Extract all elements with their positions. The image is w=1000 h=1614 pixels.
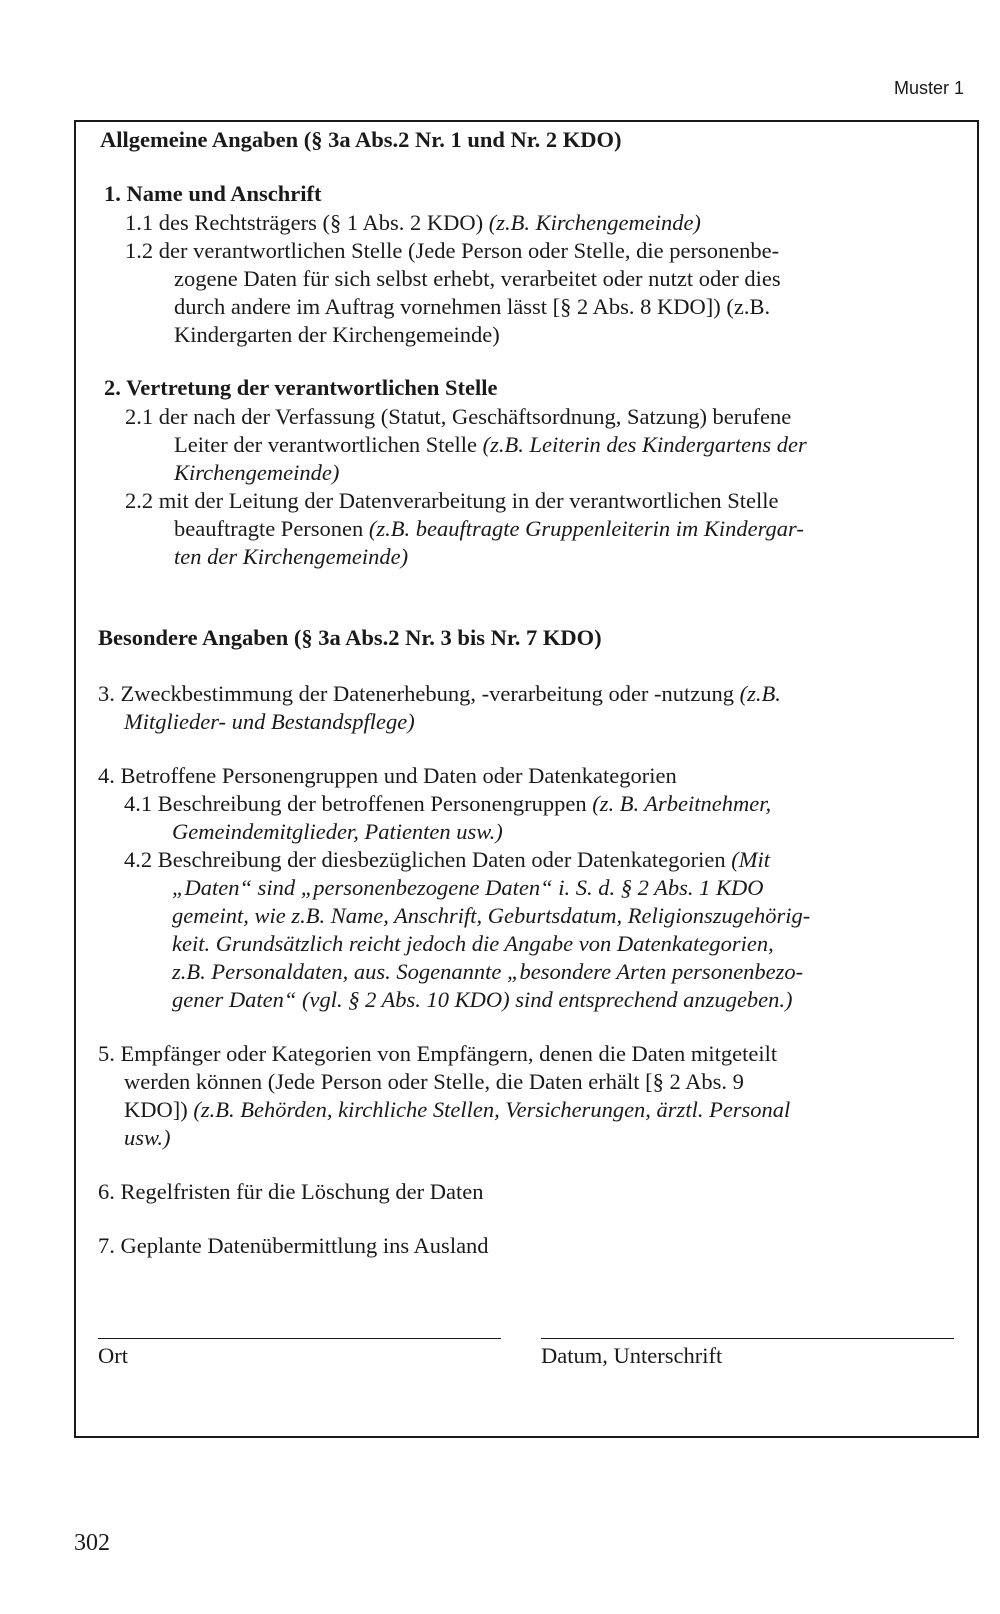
item-5-line-4: usw.) [124, 1125, 171, 1150]
item-2-2-line-1: 2.2 mit der Leitung der Datenverarbeitung in der verantwortlichen Stelle [125, 488, 779, 513]
item-4-2-line-6: gener Daten“ (vgl. § 2 Abs. 10 KDO) sind entsprechend anzugeben.) [172, 987, 793, 1012]
date-signature-line [541, 1338, 954, 1339]
item-2-title: 2. Vertretung der verantwortlichen Stelle [104, 375, 498, 400]
item-1-1: 1.1 des Rechtsträgers (§ 1 Abs. 2 KDO) (z.B. Kirchengemeinde) [125, 210, 701, 235]
section-general-title: Allgemeine Angaben (§ 3a Abs.2 Nr. 1 und Nr. 2 KDO) [100, 127, 622, 152]
item-2-1-line-1: 2.1 der nach der Verfassung (Statut, Geschäftsordnung, Satzung) berufene [125, 404, 792, 429]
item-1-2-line-3: durch andere im Auftrag vornehmen lässt [§ 2 Abs. 8 KDO]) (z.B. [174, 294, 771, 319]
item-6: 6. Regelfristen für die Löschung der Daten [98, 1179, 484, 1204]
item-4-2-line-3: gemeint, wie z.B. Name, Anschrift, Geburtsdatum, Religionszugehörig- [172, 903, 811, 928]
place-signature-line [98, 1338, 501, 1339]
item-1-2-line-2: zogene Daten für sich selbst erhebt, verarbeitet oder nutzt oder dies [174, 266, 781, 291]
item-1-2-line-4: Kindergarten der Kirchengemeinde) [174, 322, 500, 347]
item-5-line-1: 5. Empfänger oder Kategorien von Empfängern, denen die Daten mitgeteilt [98, 1041, 778, 1066]
item-4-1-line-2: Gemeindemitglieder, Patienten usw.) [172, 819, 503, 844]
item-2-2-line-2: beauftragte Personen (z.B. beauftragte Gruppenleiterin im Kindergar- [174, 516, 804, 541]
form-label: Muster 1 [893, 78, 964, 98]
item-1-title: 1. Name und Anschrift [104, 181, 322, 206]
item-4-2-line-1: 4.2 Beschreibung der diesbezüglichen Daten oder Datenkategorien (Mit [124, 847, 771, 872]
item-5-line-2: werden können (Jede Person oder Stelle, die Daten erhält [§ 2 Abs. 9 [124, 1069, 744, 1094]
item-3-line-1: 3. Zweckbestimmung der Datenerhebung, -verarbeitung oder -nutzung (z.B. [98, 681, 781, 706]
section-special-title: Besondere Angaben (§ 3a Abs.2 Nr. 3 bis Nr. 7 KDO) [98, 625, 602, 650]
item-4-2-line-2: „Daten“ sind „personenbezogene Daten“ i. S. d. § 2 Abs. 1 KDO [172, 875, 764, 900]
item-2-1-line-2: Leiter der verantwortlichen Stelle (z.B. Leiterin des Kindergartens der [174, 432, 807, 457]
item-4-1-line-1: 4.1 Beschreibung der betroffenen Personengruppen (z. B. Arbeitnehmer, [124, 791, 772, 816]
item-3-line-2: Mitglieder- und Bestandspflege) [124, 709, 415, 734]
item-5-line-3: KDO]) (z.B. Behörden, kirchliche Stellen, Versicherungen, ärztl. Personal [124, 1097, 791, 1122]
item-2-1-line-3: Kirchengemeinde) [174, 460, 340, 485]
place-label: Ort [98, 1343, 128, 1368]
item-1-2-line-1: 1.2 der verantwortlichen Stelle (Jede Person oder Stelle, die personenbe- [125, 238, 780, 263]
date-signature-label: Datum, Unterschrift [541, 1343, 723, 1368]
item-2-2-line-3: ten der Kirchengemeinde) [174, 544, 409, 569]
item-7: 7. Geplante Datenübermittlung ins Ausland [98, 1233, 489, 1258]
item-4-2-line-5: z.B. Personaldaten, aus. Sogenannte „besondere Arten personenbezo- [172, 959, 804, 984]
item-4-2-line-4: keit. Grundsätzlich reicht jedoch die Angabe von Datenkategorien, [172, 931, 774, 956]
page-number: 302 [74, 1530, 110, 1556]
item-4-title: 4. Betroffene Personengruppen und Daten oder Datenkategorien [98, 763, 677, 788]
